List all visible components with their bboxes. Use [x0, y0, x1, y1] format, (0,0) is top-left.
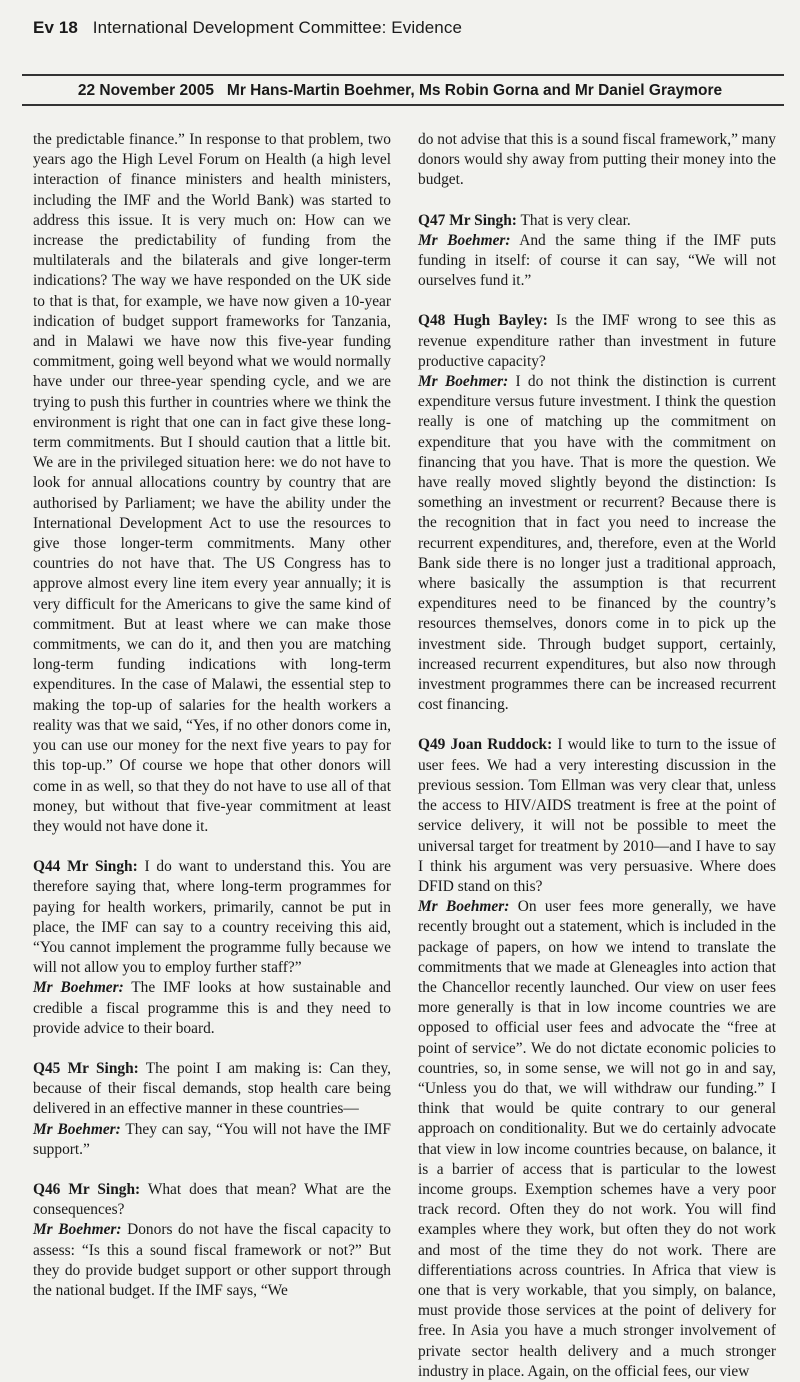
question-text: I would like to turn to the issue of user fees. We had a very interesting discussion in the previous session. Tom Ellman was very clear that, unless the access to HIV/AIDS treatment is free at the point of service delivery, it will not be possible to meet the universal target for treatment by 2010—and I have to say I think his argument was very persuasive. Where does DFID stand on this? — [418, 736, 776, 895]
answer-text: On user fees more generally, we have recently brought out a statement, which is included in the package of papers, on how we intend to translate the commitments that we made at Gleneagles into action that the Chancellor recently launched. Our view on user fees more generally is that in low income countries we are opposed to official user fees and advocate the “free at point of service”. We do not dictate economic policies to countries, so, in some sense, we will not go in and say, “Unless you do that, we will withdraw our funding.” I think that would be quite contrary to our general approach on conditionality. But we do certainly advocate that view in low income countries because, on balance, it is a barrier of access that is particular to the lowest income groups. Exemption schemes have a very poor track record. Often they do not work. You will find examples where they work, but often they do not work and most of the time they do not work. There are differentiations across countries. In Africa that view is one that is very workable, that you simply, on balance, must provide those services at the point of delivery for free. In Asia you have a much stronger involvement of private sector health delivery and a much stronger industry in place. Again, on the official fees, our view — [418, 898, 777, 1380]
speaker-label: Mr Boehmer: — [33, 979, 124, 997]
session-heading: 22 November 2005 Mr Hans-Martin Boehmer, Ms Robin Gorna and Mr Daniel Graymore — [77, 82, 723, 99]
question-q45 — [33, 1059, 391, 1120]
answer-text: I do not think the distinction is current expenditure versus future investment. I think the question really is one of matching up the commitment on expenditure that you have with the commitment on financing that you have. That is more the question. We have really moved slightly beyond the distinction: Is something an investment or recurrent? Because there is the recognition that in fact you need to increase the recurrent expenditures, and, therefore, even at the World Bank side there is no longer just a traditional approach, where basically the assumption is that recurrent expenditures need to be financed by the country’s resources themselves, donors come in to pick up the investment side. Through budget support, certainly, increased recurrent expenditures, but also now through investment programmes there can be increased recurrent cost financing. — [418, 373, 776, 714]
speaker-label: Q49 Joan Ruddock: — [418, 736, 553, 754]
page-folio: Ev 18 — [33, 18, 78, 37]
question-text: What does that mean? What are the consequences? — [33, 1180, 391, 1219]
answer-q44 — [33, 978, 391, 1039]
answer-q45 — [33, 1120, 391, 1160]
paragraph: the predictable finance.” In response to that problem, two years ago the High Level Forum on Health (a high level interaction of finance ministers and health ministers, including the IMF and the World Bank) was started to address this issue. It is very much on: How can we increase the predictability of funding from the multilaterals and the bilaterals and give longer-term indications? The way we have responded on the UK side to that is that, for example, we have now given a 10-year indication of budget support frameworks for Tanzania, and in Malawi we have now this five-year funding commitment, going well beyond what we would normally have under our three-year spending cycle, and we are trying to push this further in countries where we think the environment is right that one can in fact give these long-term commitments. But I should caution that a little bit. We are in the privileged situation here: we do not have to look for annual allocations country by country that are authorised by Parliament; we have the ability under the International Development Act to use the resources to give those longer-term commitments. Many other countries do not have that. The US Congress has to approve almost every line item every year annually; it is very difficult for the Americans to give the same kind of commitment. But at least where we can make those commitments, we can do it, and then you are matching long-term funding indications with long-term expenditures. In the case of Malawi, the essential step to making the top-up of salaries for the health workers a reality was that we said, “Yes, if no other donors come in, you can use our money for the next five years to pay for this top-up.” Of course we hope that other donors will come in as well, so that they do not have to use all of that money, but without that five-year commitment at least they would not have done it. — [33, 131, 391, 835]
speaker-label: Mr Boehmer: — [418, 231, 511, 249]
answer-text: And the same thing if the IMF puts funding in itself: of course it can say, “We will not ourselves fund it.” — [418, 231, 776, 290]
question-text: That is very clear. — [516, 211, 631, 229]
speaker-label: Q47 Mr Singh: — [418, 211, 517, 229]
question-q44 — [33, 857, 391, 978]
question-text: Is the IMF wrong to see this as revenue expenditure rather than investment in future productive capacity? — [418, 312, 776, 370]
answer-q49 — [418, 897, 776, 1382]
question-text: The point I am making is: Can they, because of their fiscal demands, stop health care being delivered in an effective manner in these countries— — [33, 1059, 391, 1118]
question-q47 — [418, 211, 776, 231]
paragraph: do not advise that this is a sound fiscal framework,” many donors would shy away from putting their money into the budget. — [418, 131, 776, 189]
answer-text: They can say, “You will not have the IMF support.” — [33, 1120, 391, 1158]
speaker-label: Q46 Mr Singh: — [33, 1180, 141, 1198]
speaker-label: Q44 Mr Singh: — [33, 858, 138, 876]
speaker-label: Mr Boehmer: — [33, 1120, 121, 1138]
question-q49 — [418, 735, 776, 897]
running-head — [33, 18, 462, 38]
header-rule-top — [22, 74, 784, 76]
answer-q48 — [418, 372, 776, 715]
answer-text: Donors do not have the fiscal capacity to assess: “Is this a sound fiscal framework or not?” But they do provide budget support or other support through the national budget. If the IMF says, “We — [33, 1221, 391, 1299]
question-q48 — [418, 311, 776, 372]
left-column — [33, 130, 391, 1301]
speaker-label: Q45 Mr Singh: — [33, 1059, 139, 1077]
answer-q47 — [418, 231, 776, 292]
speaker-label: Mr Boehmer: — [418, 373, 509, 391]
speaker-label: Mr Boehmer: — [33, 1221, 122, 1239]
header-rule-bottom — [22, 104, 784, 106]
speaker-label: Q48 Hugh Bayley: — [418, 312, 548, 330]
answer-text: The IMF looks at how sustainable and credible a fiscal programme this is and they need to provide advice to their board. — [33, 979, 391, 1037]
question-q46 — [33, 1180, 391, 1220]
right-column — [418, 130, 776, 1382]
publication-title: International Development Committee: Evidence — [92, 18, 463, 37]
question-text: I do want to understand this. You are therefore saying that, where long-term programmes for paying for health workers, primarily, cannot be put in place, the IMF can say to a country receiving this aid, “You cannot implement the programme fully because we will not allow you to employ further staff?” — [33, 858, 391, 977]
answer-q46 — [33, 1220, 391, 1301]
speaker-label: Mr Boehmer: — [418, 898, 510, 916]
